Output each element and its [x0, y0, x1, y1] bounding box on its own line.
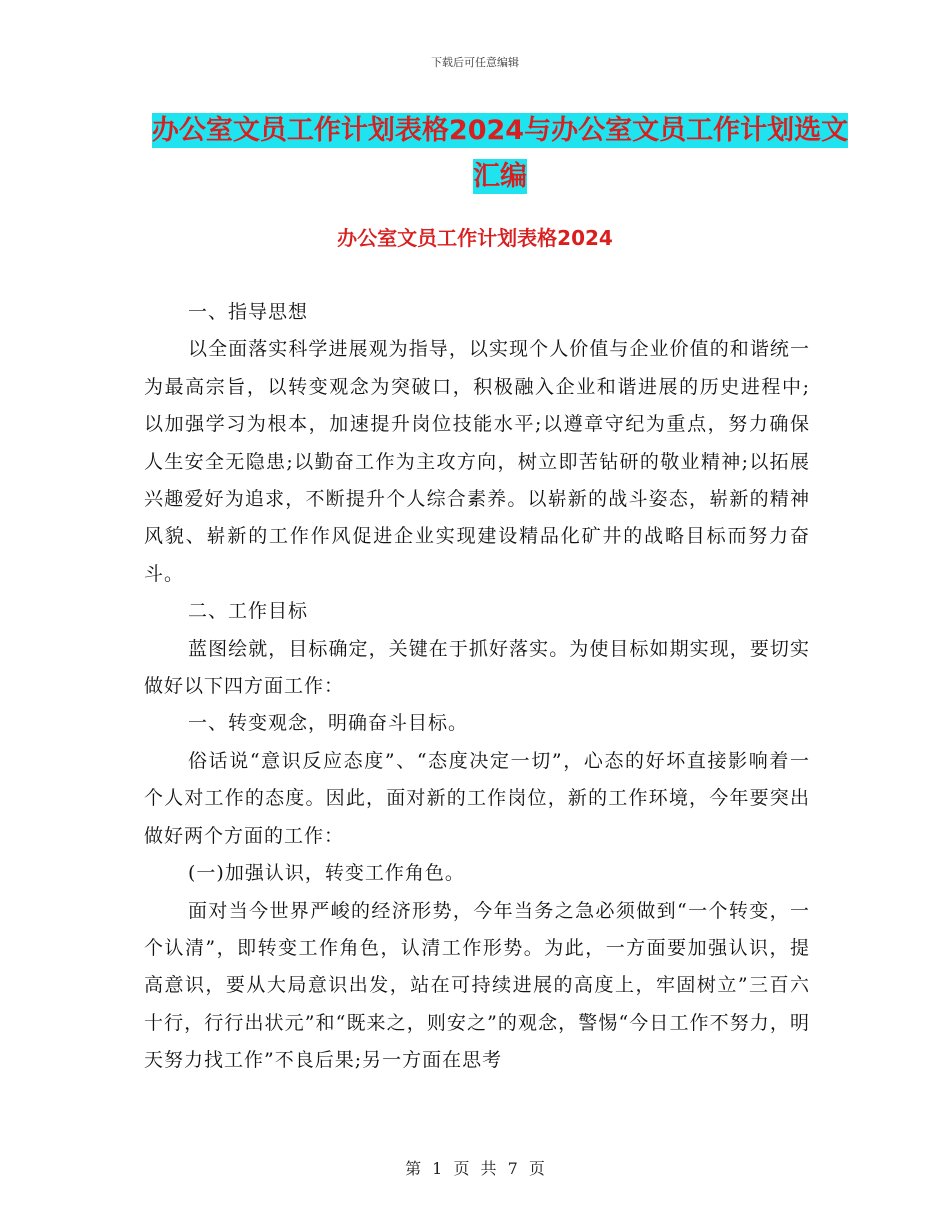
document-title [140, 108, 860, 200]
header-note: 下载后可任意编辑 [431, 56, 519, 69]
paragraph: 面对当今世界严峻的经济形势，今年当务之急必须做到“一个转变，一个认清”，即转变工作角色，认清工作形势。为此，一方面要加强认识，提高意识，要从大局意识出发，站在可持续进展的高度上，牢固树立”三百六十行，行行出状元”和“既来之，则安之”的观念，警惕“今日工作不努力，明天努力找工作”不良后果;另一方面在思考 [144, 899, 810, 1072]
paragraph: 以全面落实科学进展观为指导，以实现个人价值与企业价值的和谐统一为最高宗旨，以转变观念为突破口，积极融入企业和谐进展的历史进程中;以加强学习为根本，加速提升岗位技能水平;以遵章守纪为重点，努力确保人生安全无隐患;以勤奋工作为主攻方向，树立即苦钻研的敬业精神;以拓展兴趣爱好为追求，不断提升个人综合素养。以崭新的战斗姿态，崭新的精神风貌、崭新的工作作风促进企业实现建设精品化矿井的战略目标而努力奋斗。 [144, 338, 810, 585]
section-title: 办公室文员工作计划表格2024 [337, 226, 613, 250]
document-title-text: 办公室文员工作计划表格2024与办公室文员工作计划选文汇编 [151, 115, 849, 192]
page-footer: 第 1 页 共 7 页 [405, 1159, 545, 1178]
paragraph: 蓝图绘就，目标确定，关键在于抓好落实。为使目标如期实现，要切实做好以下四方面工作： [144, 637, 810, 698]
body-text [144, 294, 810, 1080]
paragraph-heading-work-goals: 二、工作目标 [188, 600, 309, 623]
paragraph-subheading: (一)加强认识，转变工作角色。 [188, 862, 465, 885]
paragraph-heading-change-mindset: 一、转变观念，明确奋斗目标。 [188, 712, 469, 735]
paragraph-heading-guiding-thought: 一、指导思想 [188, 301, 309, 323]
paragraph: 俗话说“意识反应态度”、“态度决定一切”，心态的好坏直接影响着一个人对工作的态度。因此，面对新的工作岗位，新的工作环境，今年要突出做好两个方面的工作： [144, 749, 810, 847]
